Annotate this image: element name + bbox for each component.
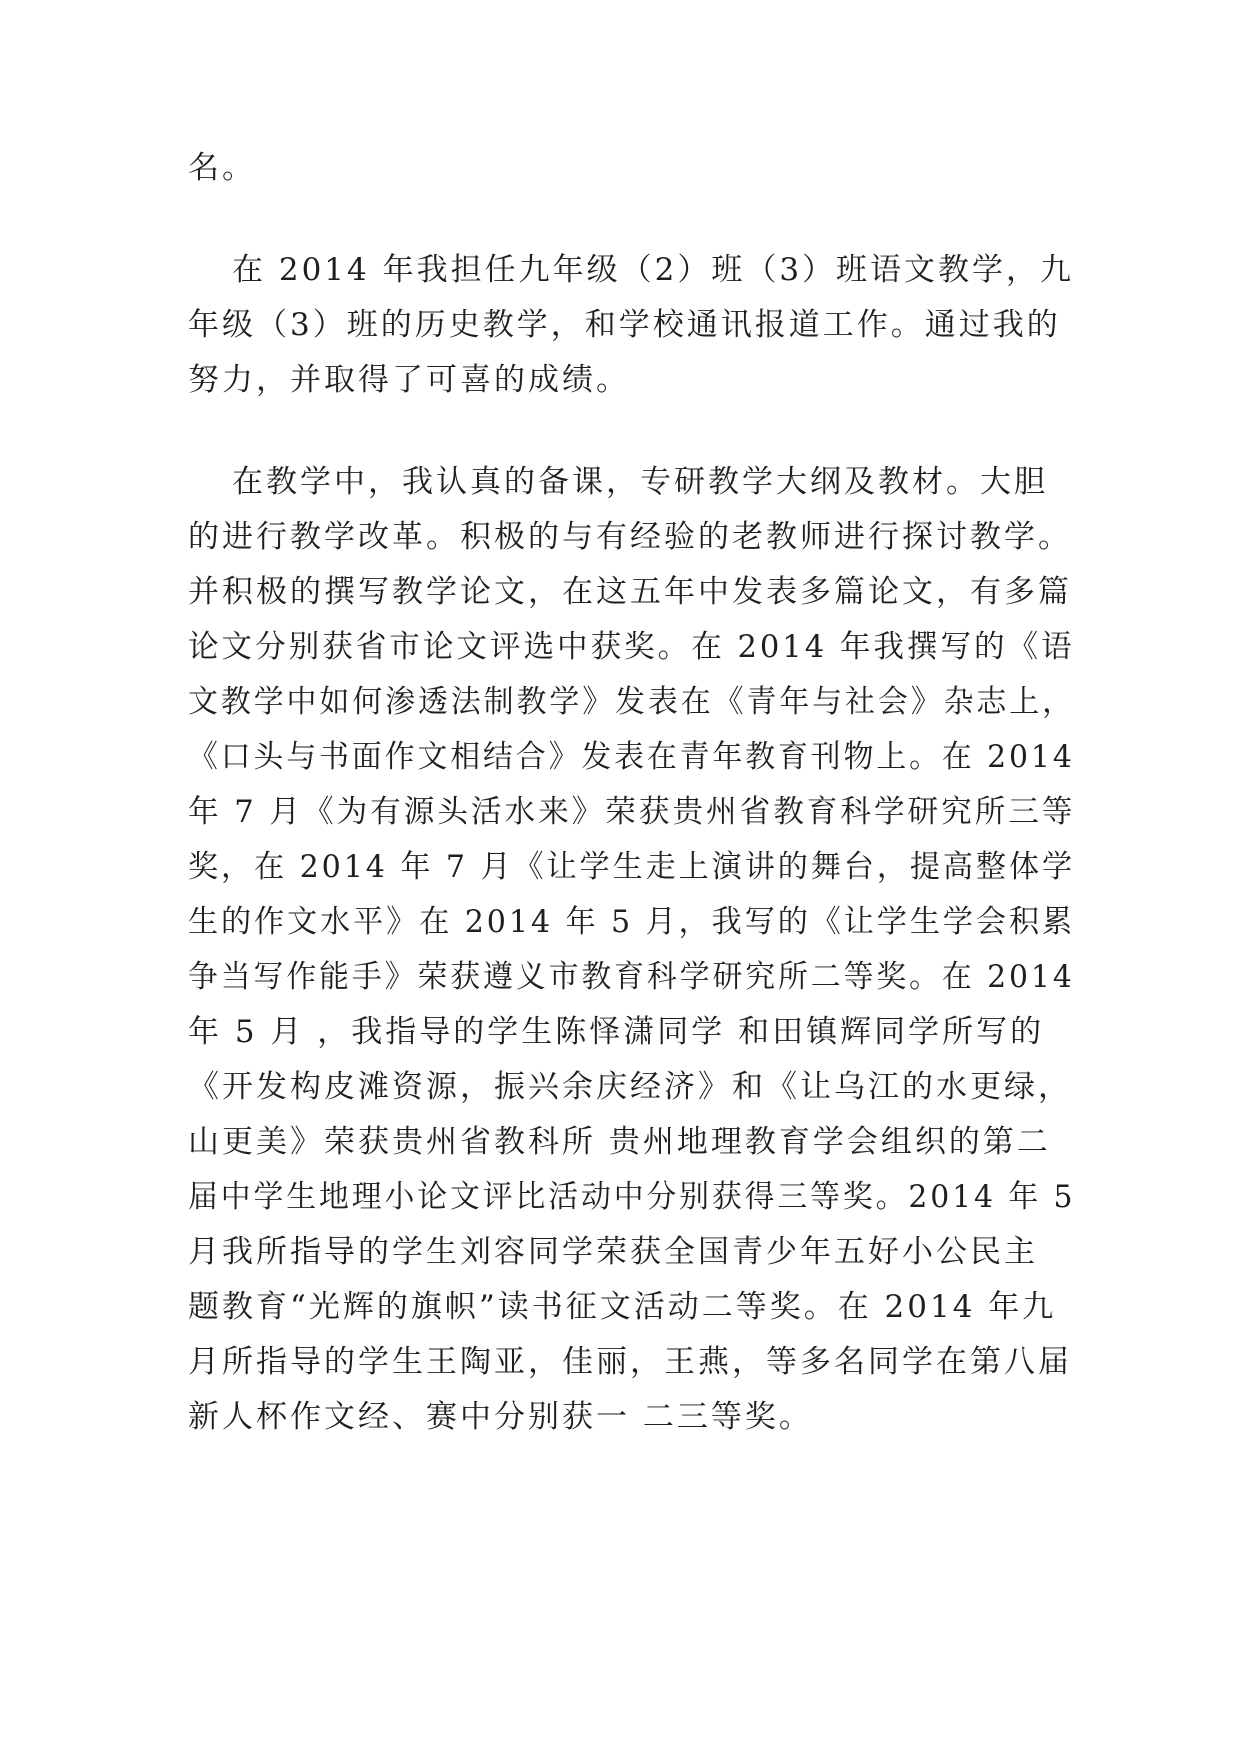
text-line: 山更美》荣获贵州省教科所 贵州地理教育学会组织的第二 [188,1124,1051,1160]
text-line: 年级（3）班的历史教学，和学校通讯报道工作。通过我的 [188,307,1061,343]
text-line: 争当写作能手》荣获遵义市教育科学研究所二等奖。在 2014 [188,959,1075,995]
text-line: 名。 [188,150,256,186]
text-line: 届中学生地理小论文评比活动中分别获得三等奖。2014 年 5 [188,1179,1076,1215]
text-line: 月所指导的学生王陶亚，佳丽，王燕，等多名同学在第八届 [188,1344,1072,1380]
text-line: 并积极的撰写教学论文，在这五年中发表多篇论文，有多篇 [188,574,1072,610]
text-line: 在 2014 年我担任九年级（2）班（3）班语文教学，九 [232,252,1075,288]
text-line: 新人杯作文经、赛中分别获一 二三等奖。 [188,1399,813,1435]
text-line: 在教学中，我认真的备课，专研教学大纲及教材。大胆 [232,464,1048,500]
text-line: 年 7 月《为有源头活水来》荣获贵州省教育科学研究所三等 [188,794,1076,830]
text-line: 论文分别获省市论文评选中获奖。在 2014 年我撰写的《语 [188,629,1075,665]
text-line: 的进行教学改革。积极的与有经验的老教师进行探讨教学。 [188,519,1072,555]
text-line: 奖，在 2014 年 7 月《让学生走上演讲的舞台，提高整体学 [188,849,1076,885]
text-line: 题教育“光辉的旗帜”读书征文活动二等奖。在 2014 年九 [188,1289,1057,1325]
text-line: 年 5 月 ，我指导的学生陈怿潇同学 和田镇辉同学所写的 [188,1014,1045,1050]
text-line: 月我所指导的学生刘容同学荣获全国青少年五好小公民主 [188,1234,1038,1270]
text-line: 生的作文水平》在 2014 年 5 月，我写的《让学生学会积累 [188,904,1076,940]
text-line: 努力，并取得了可喜的成绩。 [188,362,630,398]
text-line: 文教学中如何渗透法制教学》发表在《青年与社会》杂志上， [188,684,1075,720]
text-line: 《口头与书面作文相结合》发表在青年教育刊物上。在 2014 [188,739,1075,775]
text-line: 《开发构皮滩资源，振兴余庆经济》和《让乌江的水更绿， [188,1069,1072,1105]
